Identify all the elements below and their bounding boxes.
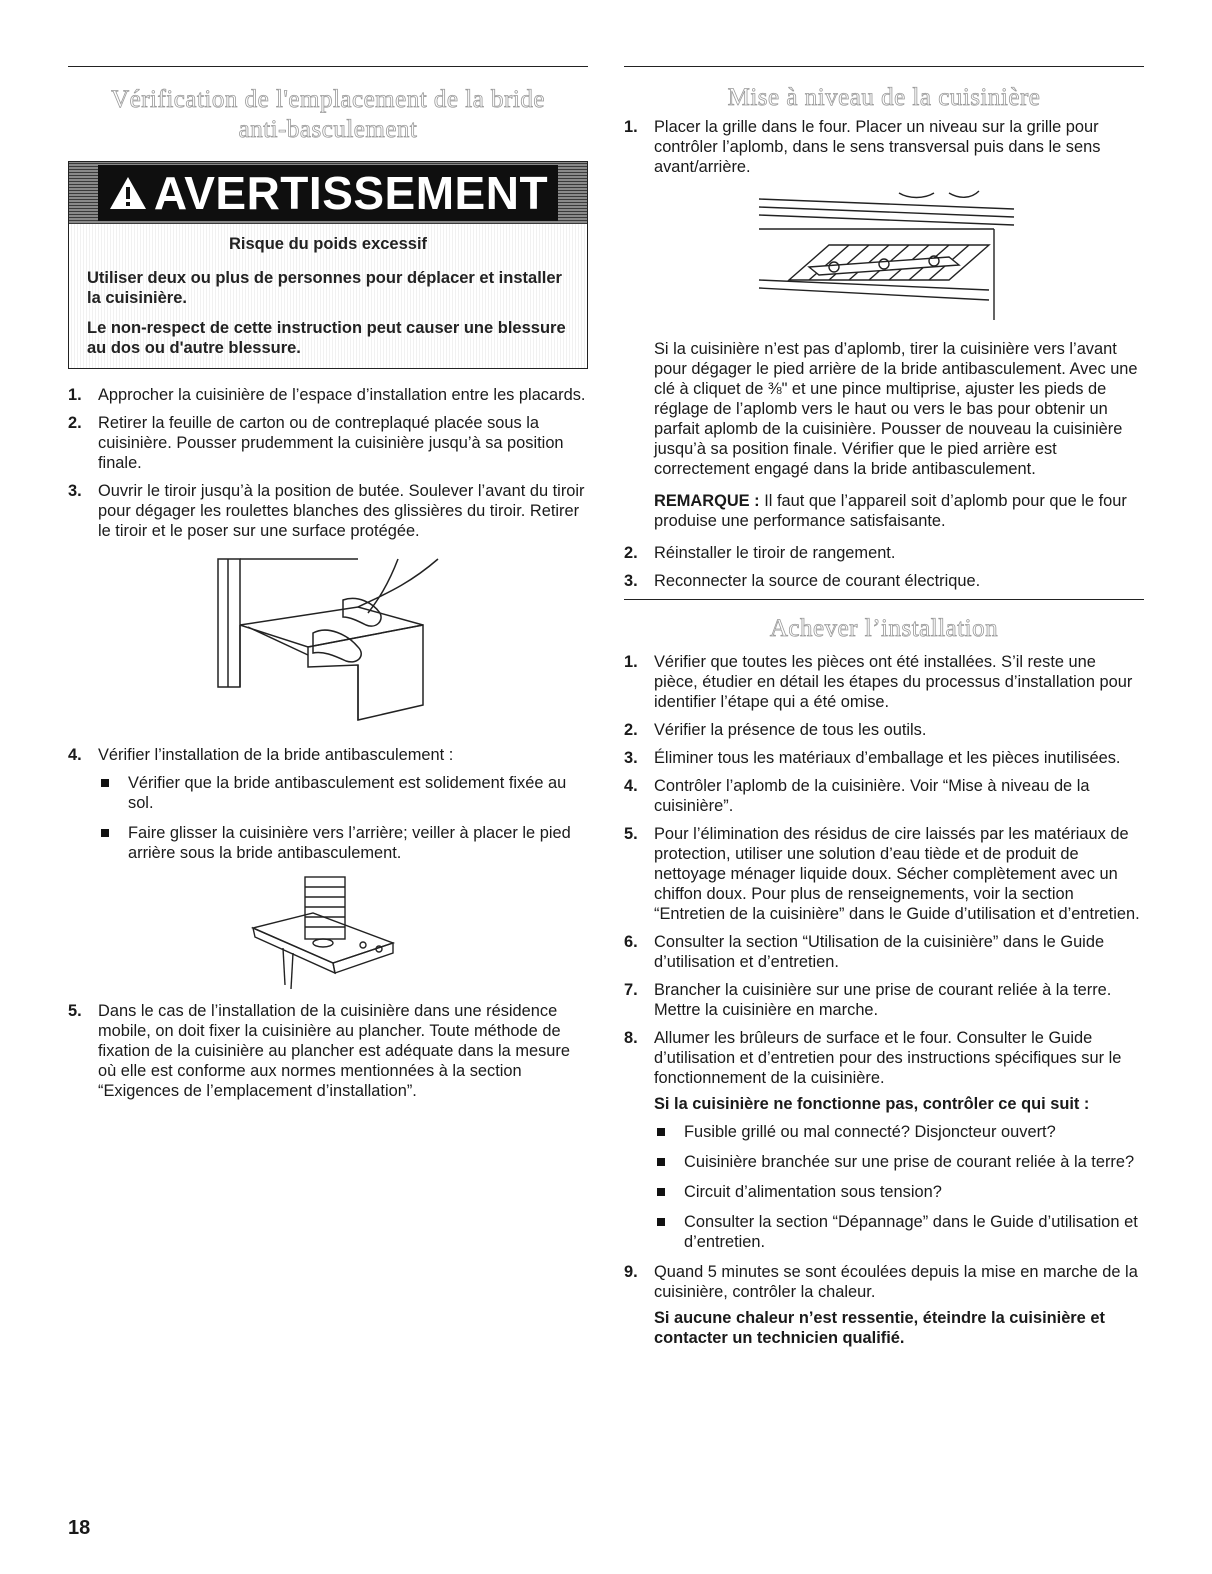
- top-rule: [624, 66, 1144, 67]
- note-label: REMARQUE :: [654, 492, 760, 510]
- step-text: Reconnecter la source de courant électrique.: [654, 572, 981, 590]
- warning-header: [69, 162, 587, 224]
- section-title-line: anti-basculement: [238, 116, 418, 143]
- warning-label-text: AVERTISSEMENT: [153, 167, 549, 219]
- section-title-anti-tip: [68, 85, 588, 145]
- step-text: Dans le cas de l’installation de la cuisinière dans une résidence mobile, on doit fixer la cuisinière au plancher. Toute méthode de fixation de la cuisinière au plancher est adéquate dans la mesure où elle est conforme aux normes mentionnées à la section “Exigences de l’emplacement d’installation”.: [98, 1002, 570, 1100]
- warning-consequence: Le non-respect de cette instruction peut causer une blessure au dos ou d'autre blessure.: [87, 319, 566, 357]
- finish-steps: [624, 652, 1144, 1348]
- heat-warning: Si aucune chaleur n’est ressentie, éteindre la cuisinière et contacter un technicien qualifié.: [654, 1309, 1105, 1347]
- step-text: Réinstaller le tiroir de rangement.: [654, 544, 896, 562]
- anti-tip-steps-final: [68, 1001, 588, 1101]
- step-number: 8.: [624, 1029, 638, 1047]
- top-rule: [68, 66, 588, 67]
- bullet-item: Cuisinière branchée sur une prise de courant reliée à la terre?: [654, 1152, 1144, 1172]
- warning-instruction: Utiliser deux ou plus de personnes pour déplacer et installer la cuisinière.: [87, 269, 562, 307]
- step-text: Contrôler l’aplomb de la cuisinière. Voir “Mise à niveau de la cuisinière”.: [654, 777, 1090, 815]
- right-column: [624, 66, 1144, 1356]
- list-item: [68, 481, 588, 541]
- step-number: 1.: [624, 118, 638, 136]
- step-number: 3.: [624, 749, 638, 767]
- step-text: Consulter la section “Utilisation de la cuisinière” dans le Guide d’utilisation et d’entretien.: [654, 933, 1105, 971]
- step-number: 3.: [68, 482, 82, 500]
- list-item: [68, 385, 588, 405]
- section-title-line: Achever l’installation: [769, 615, 999, 642]
- bullet-item: Consulter la section “Dépannage” dans le Guide d’utilisation et d’entretien.: [654, 1212, 1144, 1252]
- step-number: 4.: [624, 777, 638, 795]
- anti-tip-bracket-illustration: [243, 873, 413, 991]
- step-text: Pour l’élimination des résidus de cire laissés par les matériaux de protection, utiliser une solution d’eau tiède et de produit de nettoyage ménager liquide doux. Sécher complètement avec un chiffon doux. Pour plus de renseignements, voir la section “Entretien de la cuisinière” dans le Guide d’utilisation et d’entretien.: [654, 825, 1140, 923]
- list-item: [624, 1028, 1144, 1252]
- list-item: [624, 720, 1144, 740]
- list-item: [624, 652, 1144, 712]
- step-number: 3.: [624, 572, 638, 590]
- bullet-item: Faire glisser la cuisinière vers l’arrière; veiller à placer le pied arrière sous la bride antibasculement.: [98, 823, 588, 863]
- step-text: Retirer la feuille de carton ou de contreplaqué placée sous la cuisinière. Pousser prudemment la cuisinière jusqu’à sa position finale.: [98, 414, 564, 472]
- list-item: [68, 413, 588, 473]
- step-text: Éliminer tous les matériaux d’emballage et les pièces inutilisées.: [654, 749, 1121, 767]
- step-text: Ouvrir le tiroir jusqu’à la position de butée. Soulever l’avant du tiroir pour dégager les roulettes blanches des glissières du tiroir. Retirer le tiroir et le poser sur une surface protégée.: [98, 482, 585, 540]
- step-text: Approcher la cuisinière de l’espace d’installation entre les placards.: [98, 386, 586, 404]
- list-item: [624, 1262, 1144, 1348]
- list-item: [68, 1001, 588, 1101]
- section-title-line: Vérification de l'emplacement de la bride: [111, 86, 545, 113]
- step-text: Vérifier l’installation de la bride antibasculement :: [98, 746, 454, 764]
- step-text: Placer la grille dans le four. Placer un niveau sur la grille pour contrôler l’aplomb, dans le sens transversal puis dans le sens avant/arrière.: [654, 118, 1101, 176]
- troubleshoot-heading: Si la cuisinière ne fonctionne pas, contrôler ce qui suit :: [654, 1095, 1090, 1113]
- warning-body: [69, 224, 587, 368]
- note-text: Il faut que l’appareil soit d’aplomb pour que le four produise une performance satisfaisante.: [654, 492, 1127, 530]
- bullet-item: Fusible grillé ou mal connecté? Disjoncteur ouvert?: [654, 1122, 1144, 1142]
- warning-box: [68, 161, 588, 369]
- bullet-item: Circuit d’alimentation sous tension?: [654, 1182, 1144, 1202]
- warning-risk: Risque du poids excessif: [228, 235, 428, 253]
- page-number: 18: [68, 1517, 91, 1539]
- leveling-steps-more: [624, 543, 1144, 591]
- step-text: Vérifier la présence de tous les outils.: [654, 721, 927, 739]
- step-number: 7.: [624, 981, 638, 999]
- list-item: [624, 932, 1144, 972]
- step4-bullets: [98, 773, 588, 863]
- level-on-rack-illustration: [749, 185, 1019, 325]
- step-number: 4.: [68, 746, 82, 764]
- section-title-leveling: [624, 83, 1144, 113]
- step-text: Vérifier que toutes les pièces ont été installées. S’il reste une pièce, étudier en détail les étapes du processus d’installation pour identifier l’étape qui a été omise.: [654, 653, 1133, 711]
- step-number: 2.: [624, 721, 638, 739]
- step-text: Allumer les brûleurs de surface et le four. Consulter le Guide d’utilisation et d’entretien pour des instructions spécifiques sur le fonctionnement de la cuisinière.: [654, 1029, 1122, 1087]
- list-item: [624, 117, 1144, 177]
- step-number: 5.: [68, 1002, 82, 1020]
- troubleshoot-bullets: [654, 1122, 1144, 1252]
- list-item: [624, 748, 1144, 768]
- step-number: 1.: [68, 386, 82, 404]
- step-number: 6.: [624, 933, 638, 951]
- list-item: [68, 745, 588, 863]
- step-number: 1.: [624, 653, 638, 671]
- warning-triangle-icon: [108, 175, 148, 211]
- list-item: [624, 776, 1144, 816]
- list-item: [624, 543, 1144, 563]
- section-divider: [624, 599, 1144, 600]
- step-text: Brancher la cuisinière sur une prise de courant reliée à la terre. Mettre la cuisinière en marche.: [654, 981, 1112, 1019]
- list-item: [624, 571, 1144, 591]
- anti-tip-steps-continued: [68, 745, 588, 863]
- drawer-removal-illustration: [208, 555, 448, 725]
- step-number: 2.: [68, 414, 82, 432]
- section-title-finish: [624, 614, 1144, 644]
- warning-label: [98, 165, 558, 221]
- leveling-paragraph: Si la cuisinière n’est pas d’aplomb, tirer la cuisinière vers l’avant pour dégager le pied arrière de la bride antibasculement. Avec une clé à cliquet de ⅜" et une pince multiprise, ajuster les pieds de réglage de l’aplomb vers le haut ou vers le bas pour obtenir un parfait aplomb de la cuisinière. Pousser de nouveau la cuisinière jusqu’à sa position finale. Vérifier que le pied arrière est correctement engagé dans la bride antibasculement.: [654, 340, 1138, 478]
- list-item: [624, 980, 1144, 1020]
- note-paragraph: [654, 491, 1144, 531]
- step-number: 2.: [624, 544, 638, 562]
- section-title-line: Mise à niveau de la cuisinière: [727, 84, 1041, 111]
- step-text: Quand 5 minutes se sont écoulées depuis la mise en marche de la cuisinière, contrôler la chaleur.: [654, 1263, 1138, 1301]
- step-number: 9.: [624, 1263, 638, 1281]
- bullet-item: Vérifier que la bride antibasculement est solidement fixée au sol.: [98, 773, 588, 813]
- left-column: [68, 66, 588, 1109]
- step-number: 5.: [624, 825, 638, 843]
- anti-tip-steps: [68, 385, 588, 541]
- list-item: [624, 824, 1144, 924]
- leveling-steps: [624, 117, 1144, 177]
